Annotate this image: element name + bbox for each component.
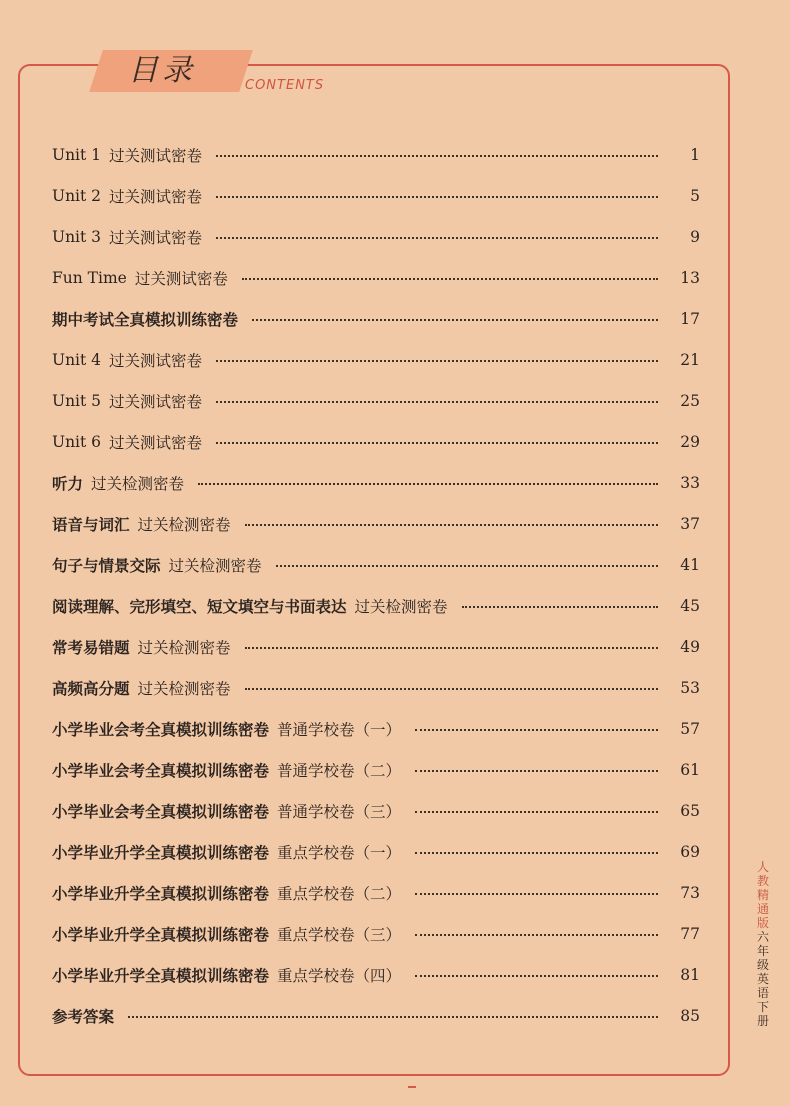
dot-leader bbox=[276, 565, 658, 567]
toc-entry[interactable] bbox=[52, 708, 700, 749]
dot-leader bbox=[415, 934, 658, 936]
toc-entry-title: 小学毕业升学全真模拟训练密卷 bbox=[52, 842, 270, 862]
toc-entry-subtitle: 过关检测密卷 bbox=[91, 474, 185, 493]
toc-entry-subtitle: 普通学校卷（一） bbox=[277, 720, 402, 739]
dot-leader bbox=[216, 237, 658, 239]
dot-leader bbox=[415, 852, 658, 854]
toc-entry-title: 参考答案 bbox=[52, 1006, 115, 1026]
dot-leader bbox=[415, 893, 658, 895]
toc-entry-subtitle: 过关检测密卷 bbox=[137, 679, 231, 698]
toc-page-number: 29 bbox=[680, 432, 700, 451]
toc-entry-title: Unit 2 bbox=[52, 186, 102, 205]
dot-leader bbox=[252, 319, 658, 321]
dot-leader bbox=[128, 1016, 658, 1018]
footer-mark bbox=[408, 1086, 416, 1088]
toc-page-number: 61 bbox=[680, 760, 700, 779]
toc-entry-subtitle: 过关测试密卷 bbox=[109, 433, 203, 452]
toc-entry-subtitle: 过关测试密卷 bbox=[109, 228, 203, 247]
toc-entry[interactable] bbox=[52, 831, 700, 872]
toc-page-number: 13 bbox=[680, 268, 700, 287]
toc-page-number: 1 bbox=[690, 145, 700, 164]
toc-entry-title: 语音与词汇 bbox=[52, 514, 130, 534]
toc-entry[interactable] bbox=[52, 626, 700, 667]
toc-entry-title: 句子与情景交际 bbox=[52, 555, 161, 575]
toc-entry-title: Unit 6 bbox=[52, 432, 102, 451]
toc-entry[interactable] bbox=[52, 134, 700, 175]
dot-leader bbox=[415, 975, 658, 977]
toc-entry-title: 小学毕业会考全真模拟训练密卷 bbox=[52, 760, 270, 780]
toc-entry[interactable] bbox=[52, 790, 700, 831]
toc-entry-subtitle: 过关检测密卷 bbox=[137, 515, 231, 534]
toc-entry-title: 小学毕业升学全真模拟训练密卷 bbox=[52, 883, 270, 903]
toc-page-number: 49 bbox=[680, 637, 700, 656]
toc-entry-title: Unit 4 bbox=[52, 350, 102, 369]
toc-entry-subtitle: 重点学校卷（二） bbox=[277, 884, 402, 903]
dot-leader bbox=[198, 483, 658, 485]
toc-entry[interactable] bbox=[52, 175, 700, 216]
dot-leader bbox=[216, 401, 658, 403]
toc-page-number: 57 bbox=[680, 719, 700, 738]
dot-leader bbox=[216, 196, 658, 198]
toc-entry-subtitle: 过关测试密卷 bbox=[109, 187, 203, 206]
dot-leader bbox=[216, 360, 658, 362]
toc-page-number: 53 bbox=[680, 678, 700, 697]
dot-leader bbox=[415, 811, 658, 813]
toc-entry[interactable] bbox=[52, 995, 700, 1036]
dot-leader bbox=[245, 647, 658, 649]
toc-entry-subtitle: 过关测试密卷 bbox=[134, 269, 228, 288]
toc-entry[interactable] bbox=[52, 462, 700, 503]
page-title: 目录 bbox=[128, 53, 196, 88]
dot-leader bbox=[462, 606, 658, 608]
side-edition-top: 人教精通版 bbox=[756, 860, 769, 930]
toc-entry[interactable] bbox=[52, 749, 700, 790]
toc-entry-subtitle: 重点学校卷（四） bbox=[277, 966, 402, 985]
toc-entry[interactable] bbox=[52, 954, 700, 995]
toc-entry[interactable] bbox=[52, 503, 700, 544]
toc-entry-title: 小学毕业会考全真模拟训练密卷 bbox=[52, 719, 270, 739]
table-of-contents bbox=[52, 134, 700, 1036]
toc-entry-title: 高频高分题 bbox=[52, 678, 130, 698]
toc-entry-title: 阅读理解、完形填空、短文填空与书面表达 bbox=[52, 596, 347, 616]
toc-entry-title: Unit 5 bbox=[52, 391, 102, 410]
dot-leader bbox=[415, 770, 658, 772]
toc-page-number: 37 bbox=[680, 514, 700, 533]
toc-page-number: 5 bbox=[690, 186, 700, 205]
toc-page-number: 25 bbox=[680, 391, 700, 410]
toc-entry-title: Unit 1 bbox=[52, 145, 102, 164]
toc-entry[interactable] bbox=[52, 585, 700, 626]
toc-entry-subtitle: 普通学校卷（二） bbox=[277, 761, 402, 780]
toc-entry-subtitle: 过关测试密卷 bbox=[109, 351, 203, 370]
dot-leader bbox=[245, 524, 658, 526]
toc-entry-subtitle: 过关检测密卷 bbox=[168, 556, 262, 575]
toc-page-number: 9 bbox=[690, 227, 700, 246]
toc-entry[interactable] bbox=[52, 257, 700, 298]
toc-entry-title: 常考易错题 bbox=[52, 637, 130, 657]
toc-entry-subtitle: 过关检测密卷 bbox=[137, 638, 231, 657]
toc-entry[interactable] bbox=[52, 544, 700, 585]
toc-page-number: 17 bbox=[680, 309, 700, 328]
toc-entry[interactable] bbox=[52, 421, 700, 462]
page-subtitle: CONTENTS bbox=[245, 78, 325, 93]
toc-entry[interactable] bbox=[52, 913, 700, 954]
toc-page-number: 81 bbox=[680, 965, 700, 984]
toc-entry-title: Fun Time bbox=[52, 268, 127, 287]
toc-entry[interactable] bbox=[52, 216, 700, 257]
toc-entry-title: 小学毕业升学全真模拟训练密卷 bbox=[52, 965, 270, 985]
toc-entry-subtitle: 过关测试密卷 bbox=[109, 146, 203, 165]
dot-leader bbox=[216, 442, 658, 444]
toc-entry[interactable] bbox=[52, 339, 700, 380]
side-edition-label bbox=[752, 860, 774, 1028]
toc-page-number: 85 bbox=[680, 1006, 700, 1025]
toc-entry-subtitle: 重点学校卷（一） bbox=[277, 843, 402, 862]
toc-page-number: 77 bbox=[680, 924, 700, 943]
dot-leader bbox=[245, 688, 658, 690]
toc-page-number: 21 bbox=[680, 350, 700, 369]
toc-entry[interactable] bbox=[52, 380, 700, 421]
toc-entry-title: 期中考试全真模拟训练密卷 bbox=[52, 309, 239, 329]
toc-entry-title: Unit 3 bbox=[52, 227, 102, 246]
toc-page-number: 45 bbox=[680, 596, 700, 615]
dot-leader bbox=[242, 278, 658, 280]
dot-leader bbox=[415, 729, 658, 731]
toc-entry-title: 小学毕业会考全真模拟训练密卷 bbox=[52, 801, 270, 821]
toc-entry-title: 听力 bbox=[52, 473, 84, 493]
toc-entry-subtitle: 过关测试密卷 bbox=[109, 392, 203, 411]
toc-entry-title: 小学毕业升学全真模拟训练密卷 bbox=[52, 924, 270, 944]
toc-page-number: 41 bbox=[680, 555, 700, 574]
toc-entry-subtitle: 重点学校卷（三） bbox=[277, 925, 402, 944]
toc-entry-subtitle: 过关检测密卷 bbox=[354, 597, 448, 616]
toc-entry[interactable] bbox=[52, 872, 700, 913]
toc-page-number: 33 bbox=[680, 473, 700, 492]
toc-entry[interactable] bbox=[52, 667, 700, 708]
toc-page-number: 65 bbox=[680, 801, 700, 820]
toc-page-number: 69 bbox=[680, 842, 700, 861]
toc-entry-subtitle: 普通学校卷（三） bbox=[277, 802, 402, 821]
side-edition-bottom: 六年级英语下册 bbox=[756, 930, 769, 1028]
dot-leader bbox=[216, 155, 658, 157]
toc-entry[interactable] bbox=[52, 298, 700, 339]
toc-page-number: 73 bbox=[680, 883, 700, 902]
